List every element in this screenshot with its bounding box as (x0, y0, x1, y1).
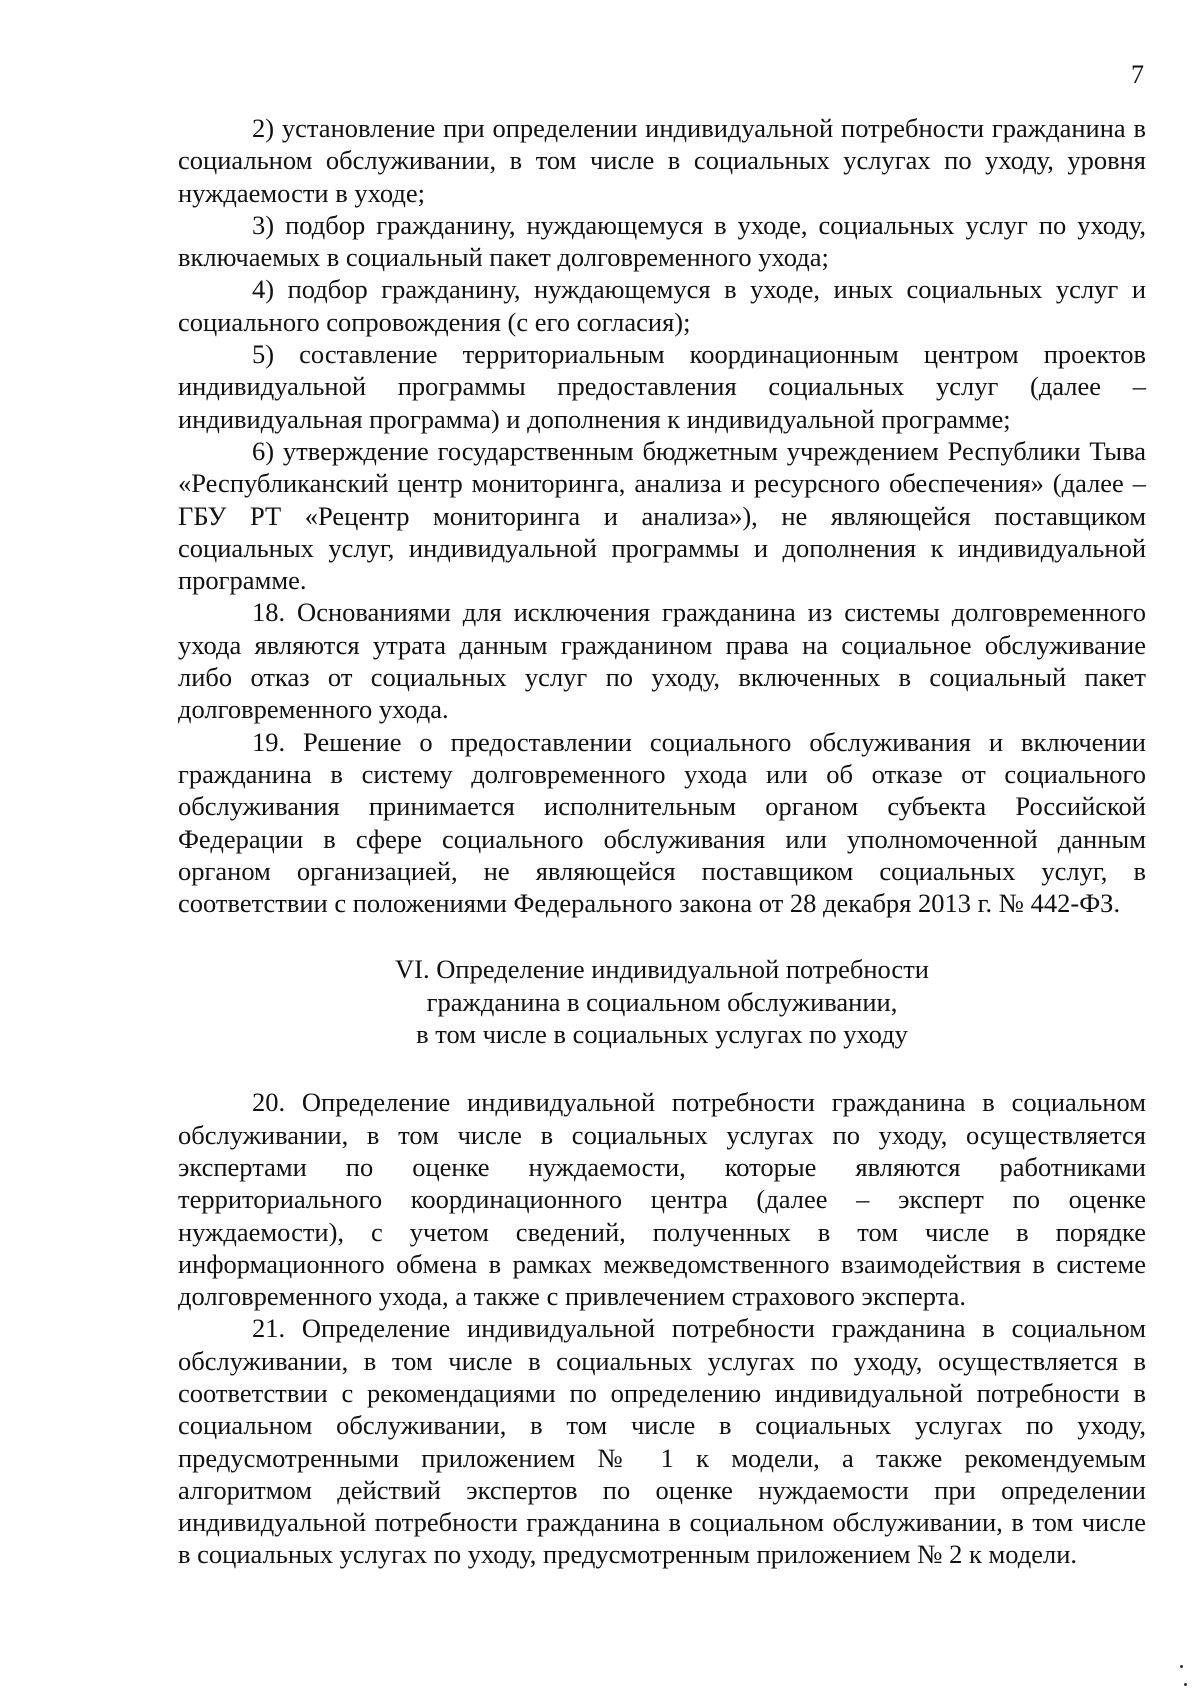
section-heading-line-3: в том числе в социальных услугах по уходу (416, 1019, 908, 1050)
paragraph-item-5: 5) составление территориальным координационным центром проектов индивидуальной программы предоставления социальных услуг (далее – индивидуальная программа) и дополнения к индивидуальной программе; (178, 339, 1146, 434)
document-body (178, 112, 1146, 1571)
paragraph-item-2: 2) установление при определении индивидуальной потребности гражданина в социальном обслуживании, в том числе в социальных услугах по уходу, уровня нуждаемости в уходе; (178, 113, 1146, 208)
scan-speck (1180, 1665, 1183, 1668)
paragraph-item-4: 4) подбор гражданину, нуждающемуся в уходе, иных социальных услуг и социального сопровождения (с его согласия); (178, 274, 1146, 337)
paragraph-clause-18: 18. Основаниями для исключения гражданина из системы долговременного ухода являются утрата данным гражданином права на социальное обслуживание либо отказ от социальных услуг по уходу, включенных в социальный пакет долговременного ухода. (178, 597, 1146, 725)
section-heading (178, 953, 1146, 1050)
paragraph-clause-20: 20. Определение индивидуальной потребности гражданина в социальном обслуживании, в том числе в социальных услугах по уходу, осуществляется экспертами по оценке нуждаемости, которые являются работниками территориального координационного центра (далее – эксперт по оценке нуждаемости), с учетом сведений, полученных в том числе в порядке информационного обмена в рамках межведомственного взаимодействия в системе долговременного ухода, а также с привлечением страхового эксперта. (178, 1087, 1146, 1312)
paragraph-item-6: 6) утверждение государственным бюджетным учреждением Республики Тыва «Республиканский центр мониторинга, анализа и ресурсного обеспечения» (далее – ГБУ РТ «Рецентр мониторинга и анализа»), не являющейся поставщиком социальных услуг, индивидуальной программы и дополнения к индивидуальной программе. (178, 435, 1146, 596)
paragraph-clause-19: 19. Решение о предоставлении социального обслуживания и включении гражданина в систему долговременного ухода или об отказе от социального обслуживания принимается исполнительным органом субъекта Российской Федерации в сфере социального обслуживания или уполномоченной данным органом организацией, не являющейся поставщиком социальных услуг, в соответствии с положениями Федерального закона от 28 декабря 2013 г. № 442-ФЗ. (178, 726, 1146, 919)
page-number: 7 (1131, 60, 1144, 89)
scan-speck (1184, 1683, 1187, 1686)
section-heading-line-1: VI. Определение индивидуальной потребности (395, 954, 929, 985)
paragraph-item-3: 3) подбор гражданину, нуждающемуся в уходе, социальных услуг по уходу, включаемых в социальный пакет долговременного ухода; (178, 209, 1146, 273)
section-heading-line-2: гражданина в социальном обслуживании, (426, 986, 898, 1017)
paragraph-clause-21: 21. Определение индивидуальной потребности гражданина в социальном обслуживании, в том числе в социальных услугах по уходу, осуществляется в соответствии с рекомендациями по определению индивидуальной потребности в социальном обслуживании, в том числе в социальных услугах по уходу, предусмотренными приложением № 1 к модели, а также рекомендуемым алгоритмом действий экспертов по оценке нуждаемости при определении индивидуальной потребности гражданина в социальном обслуживании, в том числе в социальных услугах по уходу, предусмотренным приложением № 2 к модели. (178, 1313, 1146, 1570)
